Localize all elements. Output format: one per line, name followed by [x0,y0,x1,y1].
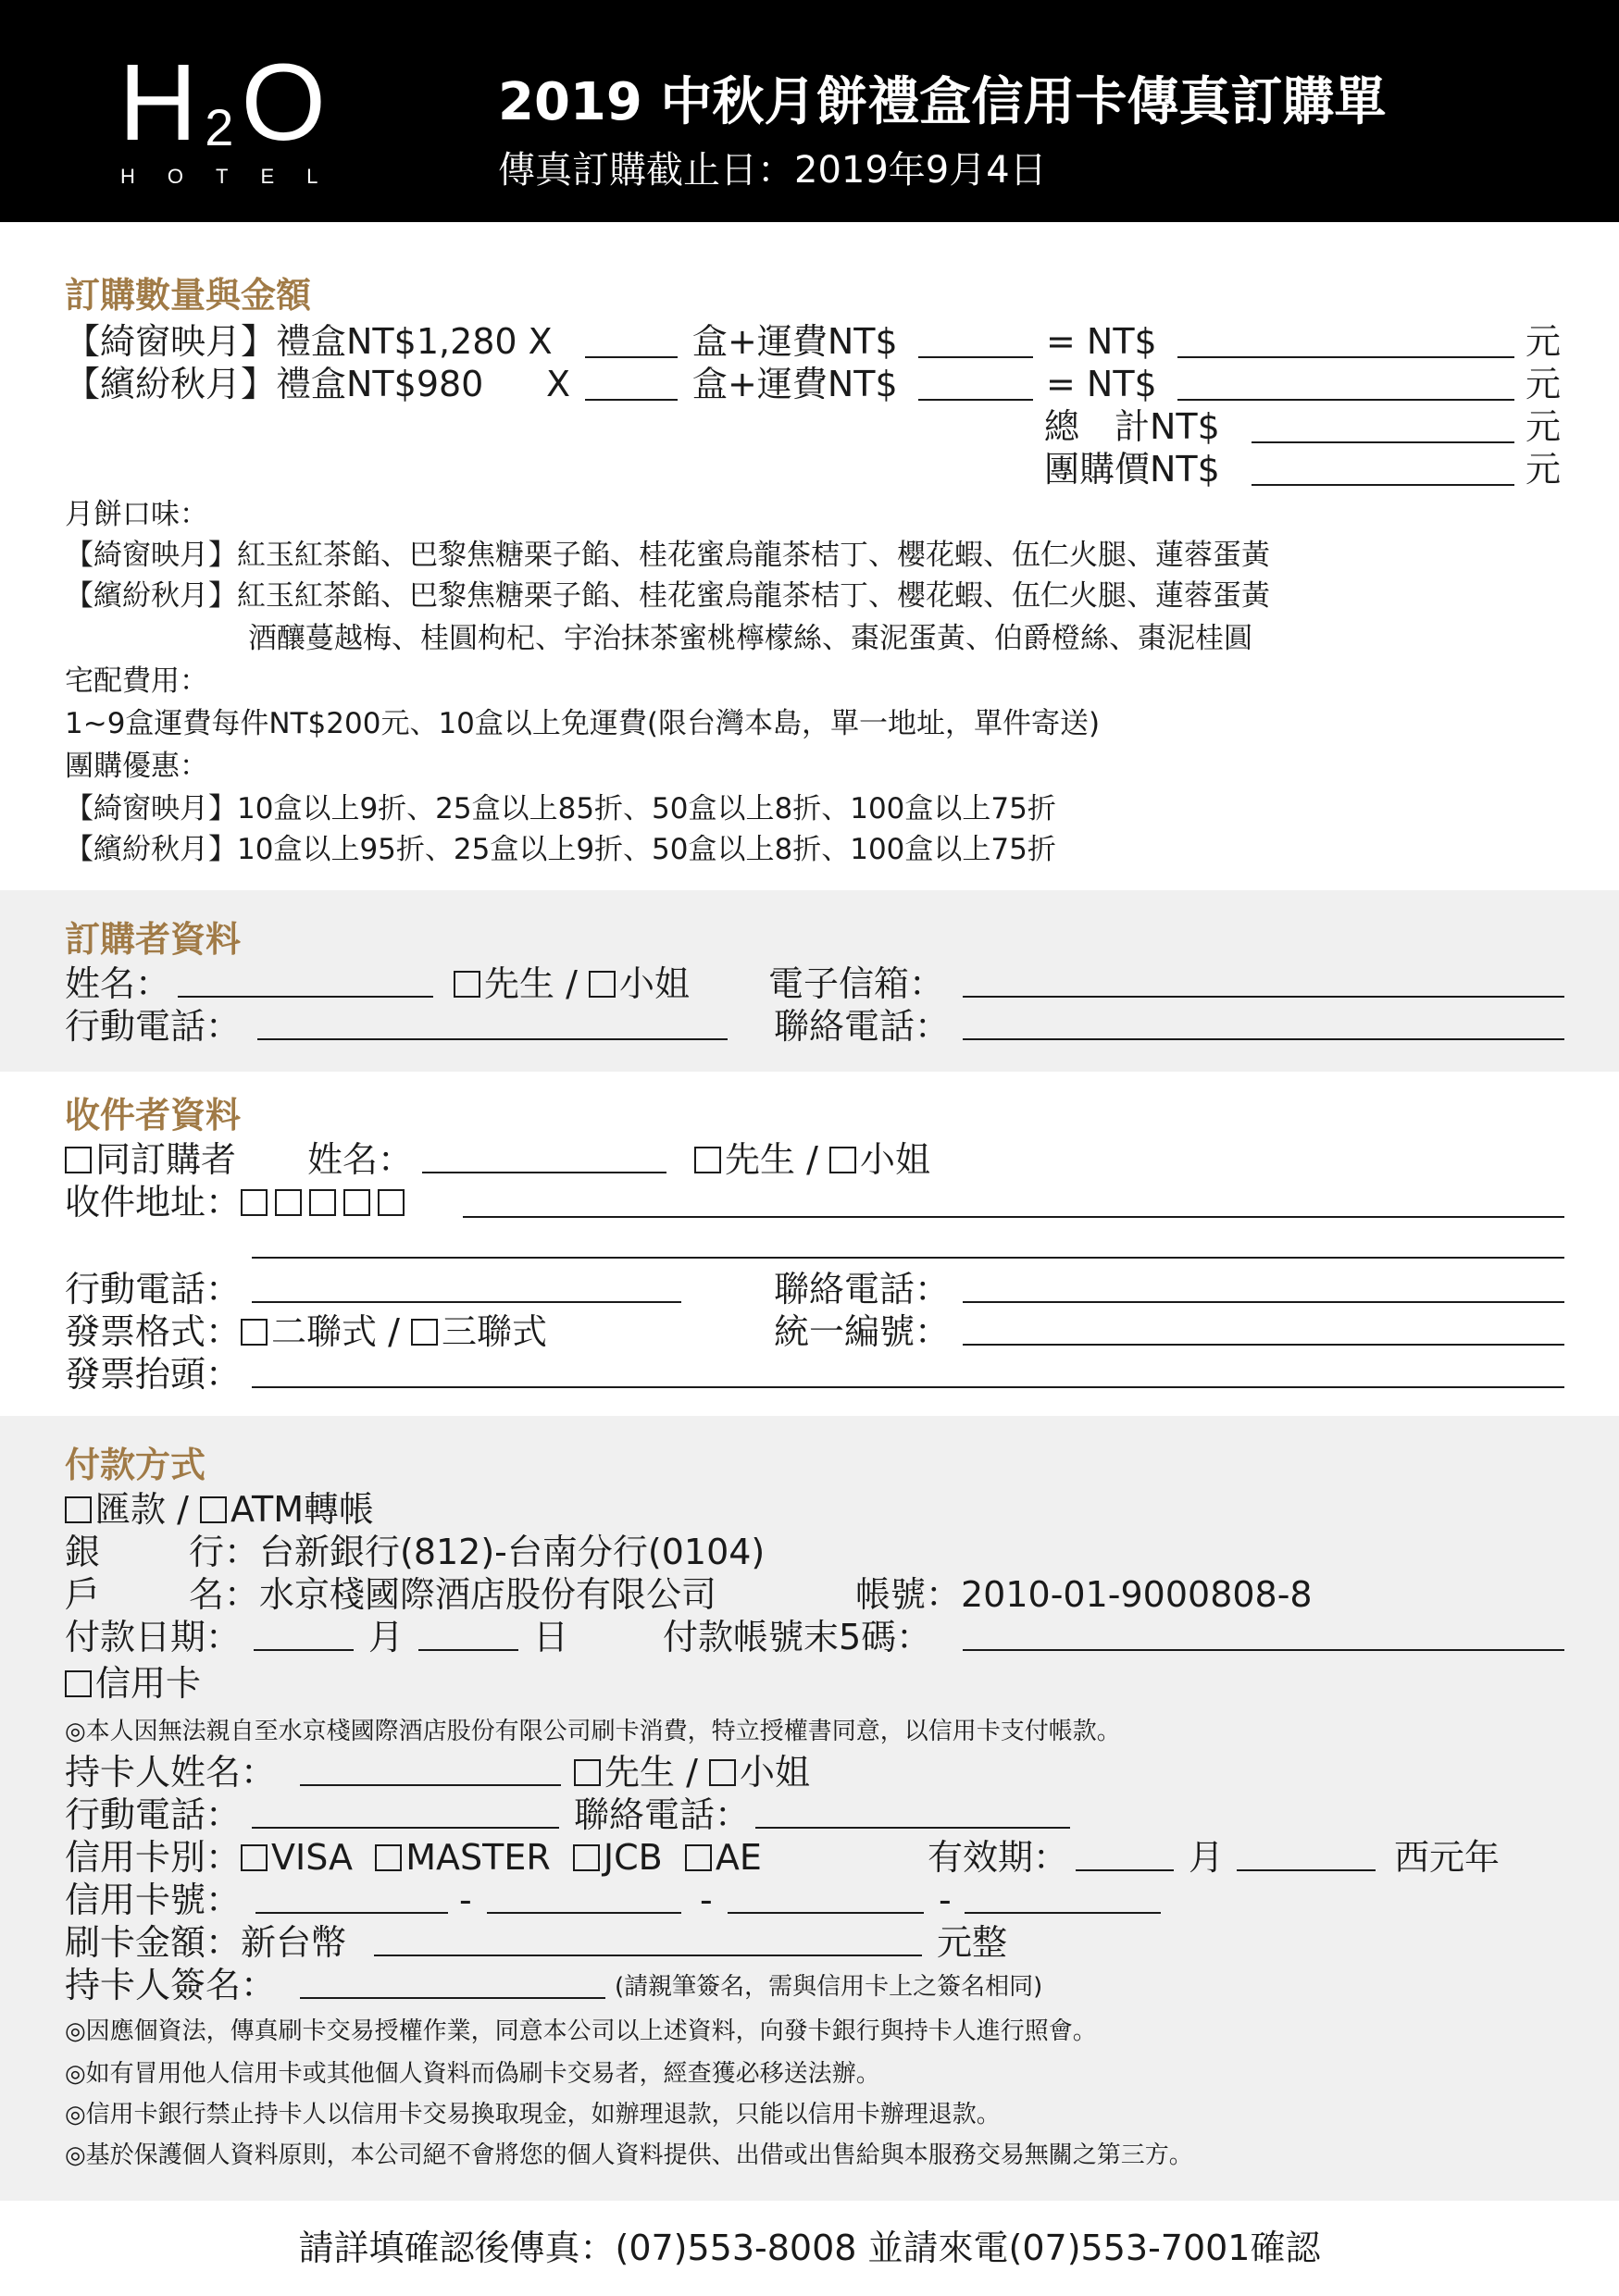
recipient-name-label: 姓名： [307,1139,414,1180]
buyer-name-label: 姓名： [65,963,171,1004]
card-dash-2: - [700,1880,713,1920]
row2-unit: 元 [1526,364,1562,404]
recipient-mobile-label: 行動電話： [65,1269,242,1309]
recipient-phone-field[interactable] [963,1301,1564,1303]
payment-note-3: ◎信用卡銀行禁止持卡人以信用卡交易換取現金，如辦理退款，只能以信用卡辦理退款。 [65,2101,1001,2128]
remit-row [65,1488,374,1531]
header-bar [0,0,1619,222]
remit-checkbox[interactable] [65,1496,92,1523]
holder-ms-checkbox[interactable] [709,1759,736,1786]
buyer-slash: / [566,963,578,1004]
recipient-ms-label: 小姐 [860,1139,931,1180]
delivery-text: 1~9盒運費每件NT$200元、10盒以上免運費(限台灣本島，單一地址，單件寄送) [65,707,1101,740]
row1-qty-field[interactable] [585,356,678,358]
section-title-buyer: 訂購者資料 [65,918,242,960]
jcb-label: JCB [603,1837,663,1878]
atm-checkbox[interactable] [200,1496,227,1523]
recipient-title-options [694,1138,930,1181]
buyer-email-label: 電子信箱： [768,963,945,1004]
row1-mid: 盒+運費NT$ [692,321,898,362]
auth-note: ◎本人因無法親自至水京棧國際酒店股份有限公司刷卡消費，特立授權書同意，以信用卡支付帳款。 [65,1718,1121,1745]
holder-ms-label: 小姐 [740,1752,811,1793]
holder-phone-field[interactable] [755,1827,1070,1829]
holder-mr-label: 先生 [604,1752,676,1793]
zip-box-5[interactable] [378,1189,405,1216]
tax-id-field[interactable] [963,1344,1564,1346]
card-type-row [65,1836,762,1879]
payment-month-label: 月 [368,1617,405,1657]
recipient-mr-checkbox[interactable] [694,1147,721,1173]
buyer-title-options [454,962,690,1005]
total-label: 總 計NT$ [1044,406,1220,447]
tax-id-label: 統一編號： [774,1311,951,1352]
remit-label: 匯款 [95,1489,167,1530]
discount-line-2: 【繽紛秋月】10盒以上95折、25盒以上9折、50盒以上8折、100盒以上75折 [65,833,1056,866]
delivery-label: 宅配費用： [65,664,208,698]
recipient-address-field-1[interactable] [463,1216,1564,1218]
account-label-a: 戶 [65,1574,101,1615]
row1-unit: 元 [1526,321,1562,362]
account-name: 名：水京棧國際酒店股份有限公司 [189,1574,717,1615]
row2-eq: = NT$ [1046,364,1157,404]
jcb-checkbox[interactable] [573,1844,600,1871]
buyer-mr-label: 先生 [484,963,555,1004]
row2-mid: 盒+運費NT$ [692,364,898,404]
card-number-field-2[interactable] [487,1912,681,1914]
invoice-title-field[interactable] [252,1386,1564,1388]
card-number-field-4[interactable] [965,1912,1161,1914]
holder-mobile-field[interactable] [252,1827,559,1829]
buyer-mobile-label: 行動電話： [65,1006,242,1047]
visa-checkbox[interactable] [241,1844,268,1871]
group-discount-label: 團購優惠： [65,750,208,783]
recipient-ms-checkbox[interactable] [829,1147,856,1173]
bank-label-a: 銀 [65,1532,101,1572]
amount-unit: 元整 [937,1922,1008,1963]
credit-card-row [65,1662,201,1705]
master-checkbox[interactable] [375,1844,402,1871]
last5-label: 付款帳號末5碼： [663,1617,932,1657]
row2-qty-field[interactable] [585,399,678,401]
section-title-recipient: 收件者資料 [65,1094,242,1136]
amount-label: 刷卡金額：新台幣 [65,1922,347,1963]
total-unit: 元 [1526,406,1562,447]
order-deadline: 傳真訂購截止日：2019年9月4日 [498,149,1047,192]
holder-title-options [574,1751,810,1793]
recipient-address-label: 收件地址： [65,1182,242,1222]
payment-note-2: ◎如有冒用他人信用卡或其他個人資料而偽刷卡交易者，經查獲必移送法辦。 [65,2060,880,2088]
buyer-mr-checkbox[interactable] [454,971,480,998]
card-dash-3: - [939,1880,952,1920]
zip-box-4[interactable] [343,1189,370,1216]
section-title-payment: 付款方式 [65,1444,206,1485]
recipient-address-row [65,1181,412,1223]
holder-mr-checkbox[interactable] [574,1759,601,1786]
credit-card-checkbox[interactable] [65,1670,92,1697]
holder-slash: / [686,1752,698,1793]
atm-label: ATM轉帳 [230,1489,375,1530]
signature-note: (請親筆簽名，需與信用卡上之簽名相同) [615,1973,1043,2001]
invoice-three-checkbox[interactable] [411,1319,438,1346]
recipient-slash: / [806,1139,818,1180]
card-type-label: 信用卡別： [65,1837,242,1878]
expiry-month-label: 月 [1189,1837,1225,1878]
row1-name: 【綺窗映月】禮盒NT$1,280 X [65,321,553,362]
card-number-label: 信用卡號： [65,1880,242,1920]
section-title-order: 訂購數量與金額 [65,274,312,316]
invoice-format-row [65,1310,547,1353]
invoice-slash: / [388,1311,400,1352]
row2-subtotal-field[interactable] [1177,399,1514,401]
recipient-mr-label: 先生 [725,1139,796,1180]
footer-fax-instruction: 請詳填確認後傳真：(07)553-8008 並請來電(07)553-7001確認 [298,2228,1321,2268]
group-price-field[interactable] [1252,484,1514,486]
credit-card-label: 信用卡 [95,1663,202,1704]
account-number: 帳號：2010-01-9000808-8 [855,1574,1313,1615]
payment-note-1: ◎因應個資法，傳真刷卡交易授權作業，同意本公司以上述資料，向發卡銀行與持卡人進行照會。 [65,2017,1097,2045]
card-dash-1: - [459,1880,472,1920]
recipient-address-field-2[interactable] [252,1257,1564,1259]
invoice-format-label: 發票格式： [65,1311,242,1352]
recipient-name-field[interactable] [422,1172,666,1173]
discount-line-1: 【綺窗映月】10盒以上9折、25盒以上85折、50盒以上8折、100盒以上75折 [65,792,1056,825]
amount-field[interactable] [374,1955,922,1956]
payment-date-label: 付款日期： [65,1617,242,1657]
row2-x: X [546,364,571,404]
logo-hotel-text: HOTEL [120,165,351,188]
row2-shipping-field[interactable] [918,399,1033,401]
holder-mobile-label: 行動電話： [65,1794,242,1835]
recipient-same-as [65,1138,236,1181]
expiry-year-field[interactable] [1237,1869,1376,1871]
buyer-phone-field[interactable] [963,1038,1564,1040]
holder-phone-label: 聯絡電話： [574,1794,751,1835]
card-number-field-3[interactable] [728,1912,924,1914]
row2-name: 【繽紛秋月】禮盒NT$980 [65,364,484,404]
bank-info: 行：台新銀行(812)-台南分行(0104) [189,1532,766,1572]
signature-label: 持卡人簽名： [65,1965,277,2005]
buyer-phone-label: 聯絡電話： [774,1006,951,1047]
card-number-field-1[interactable] [255,1912,448,1914]
holder-name-label: 持卡人姓名： [65,1752,277,1793]
last5-field[interactable] [963,1649,1564,1651]
page-title: 2019 中秋月餅禮盒信用卡傳真訂購單 [498,72,1387,132]
expiry-year-label: 西元年 [1394,1837,1501,1878]
expiry-month-field[interactable] [1076,1869,1174,1871]
group-price-label: 團購價NT$ [1044,449,1220,490]
flavor-line-2: 【繽紛秋月】紅玉紅茶餡、巴黎焦糖栗子餡、桂花蜜烏龍茶桔丁、櫻花蝦、伍仁火腿、蓮蓉蛋黃 [65,579,1270,613]
recipient-mobile-field[interactable] [252,1301,681,1303]
recipient-phone-label: 聯絡電話： [774,1269,951,1309]
logo-two: 2 [205,98,238,156]
payment-day-label: 日 [533,1617,569,1657]
logo-o: O [241,42,330,164]
row1-subtotal-field[interactable] [1177,356,1514,358]
same-as-buyer-label: 同訂購者 [95,1139,237,1180]
invoice-two-label: 二聯式 [271,1311,378,1352]
ae-label: AE [715,1837,762,1878]
flavor-line-1: 【綺窗映月】紅玉紅茶餡、巴黎焦糖栗子餡、桂花蜜烏龍茶桔丁、櫻花蝦、伍仁火腿、蓮蓉蛋黃 [65,539,1270,572]
visa-label: VISA [271,1837,354,1878]
buyer-name-field[interactable] [178,996,433,998]
buyer-ms-label: 小姐 [619,963,691,1004]
invoice-title-label: 發票抬頭： [65,1354,242,1395]
master-label: MASTER [405,1837,551,1878]
flavor-label: 月餅口味： [65,498,208,531]
zip-box-2[interactable] [275,1189,302,1216]
h2o-logo [118,42,330,182]
same-as-buyer-checkbox[interactable] [65,1147,92,1173]
logo-h: H [118,42,202,164]
zip-box-1[interactable] [241,1189,268,1216]
total-field[interactable] [1252,441,1514,443]
invoice-two-checkbox[interactable] [241,1319,268,1346]
buyer-mobile-field[interactable] [257,1038,728,1040]
flavor-line-3: 酒釀蔓越梅、桂圓枸杞、宇治抹茶蜜桃檸檬絲、棗泥蛋黃、伯爵橙絲、棗泥桂圓 [248,622,1252,655]
payment-month-field[interactable] [254,1649,354,1651]
buyer-ms-checkbox[interactable] [589,971,616,998]
payment-note-4: ◎基於保護個人資料原則，本公司絕不會將您的個人資料提供、出借或出售給與本服務交易無關之第三方。 [65,2141,1193,2169]
zip-box-3[interactable] [309,1189,336,1216]
signature-field[interactable] [300,1997,605,1999]
holder-name-field[interactable] [300,1784,561,1786]
group-price-unit: 元 [1526,449,1562,490]
remit-slash: / [177,1489,189,1530]
ae-checkbox[interactable] [685,1844,712,1871]
row1-eq: = NT$ [1046,321,1157,362]
expiry-label: 有效期： [928,1837,1069,1878]
invoice-three-label: 三聯式 [442,1311,548,1352]
payment-day-field[interactable] [418,1649,518,1651]
buyer-email-field[interactable] [963,996,1564,998]
row1-shipping-field[interactable] [918,356,1033,358]
